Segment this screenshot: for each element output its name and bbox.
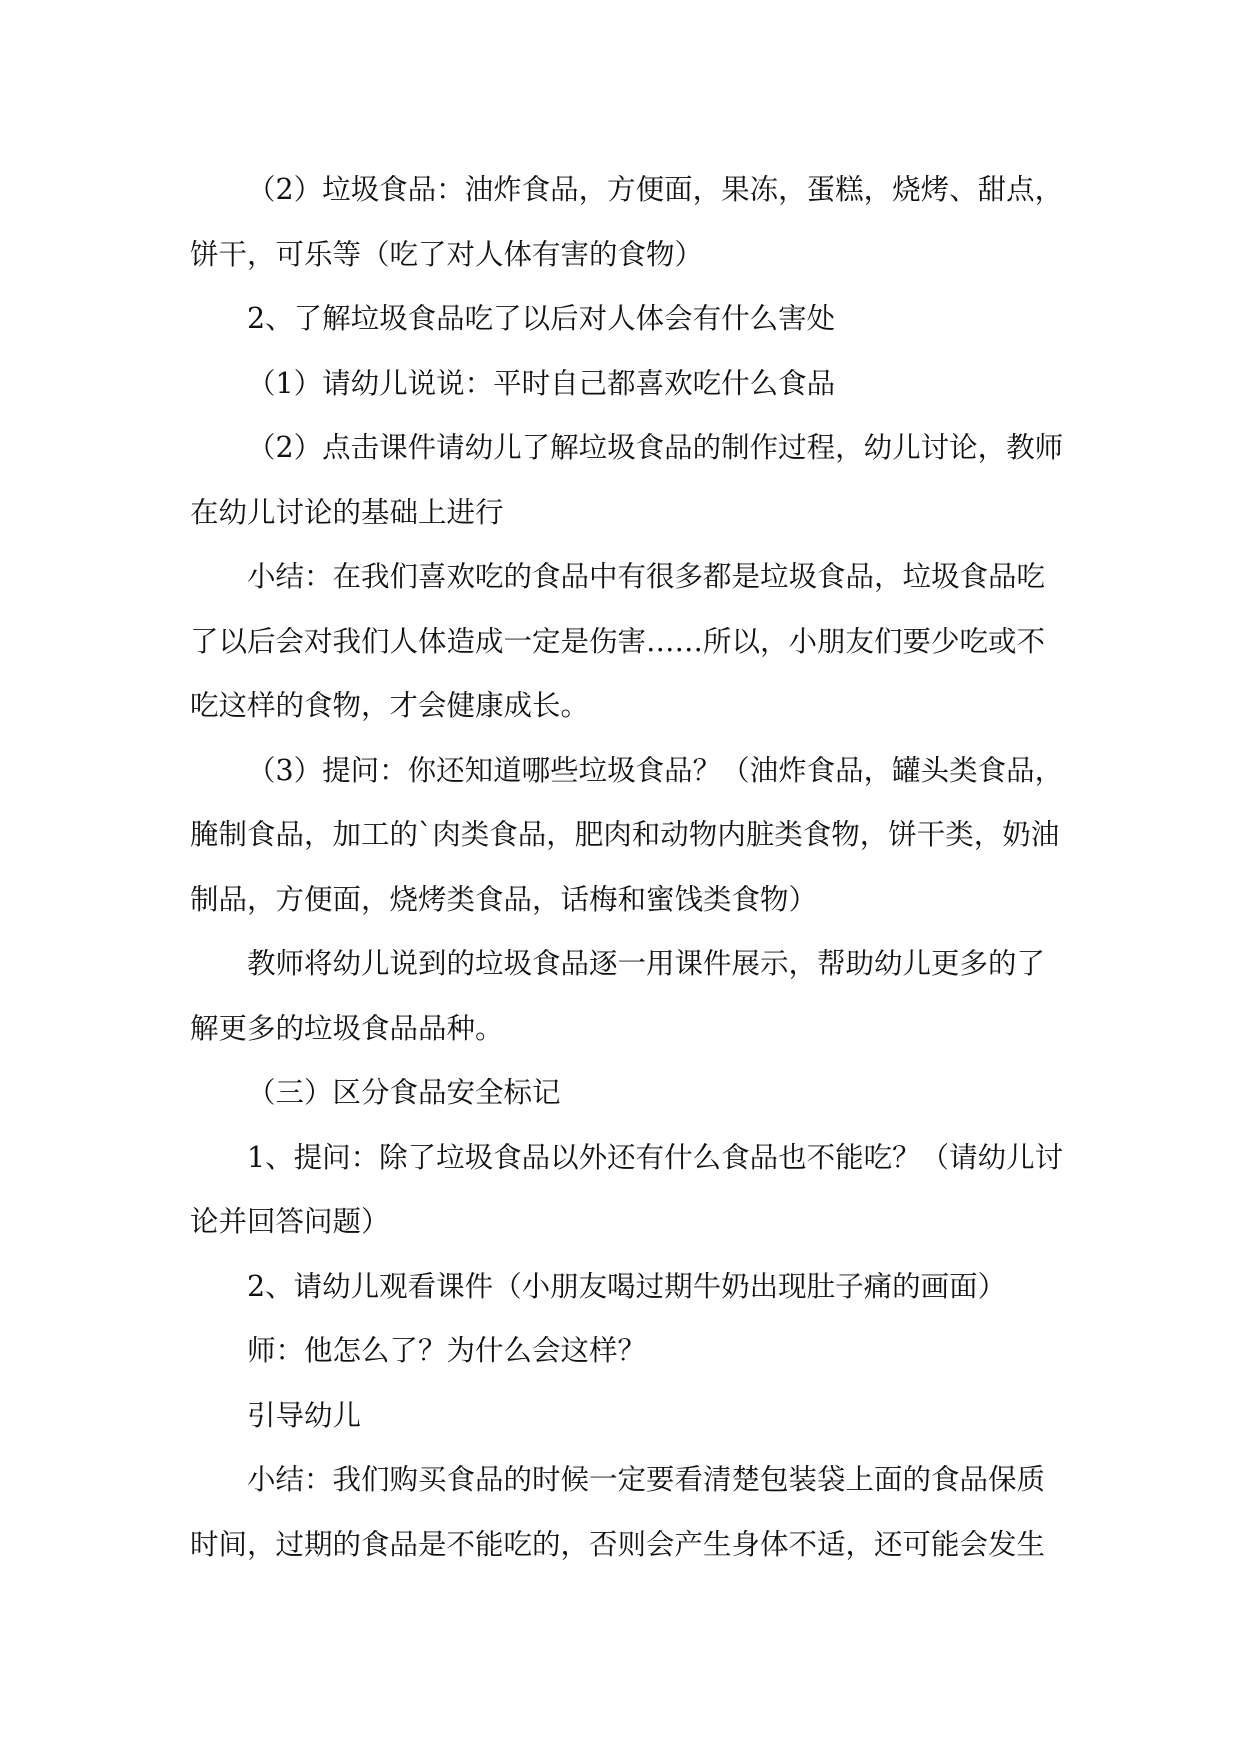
paragraph-ask-children: （1）请幼儿说说：平时自己都喜欢吃什么食品 (247, 366, 836, 400)
paragraph-question-list: （3）提问：你还知道哪些垃圾食品？（油炸食品，罐头类食品，腌制食品，加工的`肉类食品，肥肉和动物内脏类食物，饼干类，奶油制品，方便面，烧烤类食品，话梅和蜜饯类食物） (190, 753, 1064, 916)
paragraph-harm-heading: 2、了解垃圾食品吃了以后对人体会有什么害处 (247, 302, 836, 335)
paragraph-teacher-question: 师：他怎么了？为什么会这样？ (247, 1334, 647, 1367)
paragraph-guide-children: 引导幼儿 (247, 1398, 362, 1432)
paragraph-question-other-food: 1、提问：除了垃圾食品以外还有什么食品也不能吃？（请幼儿讨论并回答问题） (190, 1140, 1064, 1238)
paragraph-teacher-display: 教师将幼儿说到的垃圾食品逐一用课件展示，帮助幼儿更多的了解更多的垃圾食品品种。 (190, 947, 1046, 1045)
paragraph-summary-2: 小结：我们购买食品的时候一定要看清楚包装袋上面的食品保质时间，过期的食品是不能吃的，否则会产生身体不适，还可能会发生 (190, 1463, 1046, 1561)
paragraph-summary-1: 小结：在我们喜欢吃的食品中有很多都是垃圾食品，垃圾食品吃了以后会对我们人体造成一定是伤害……所以，小朋友们要少吃或不吃这样的食物，才会健康成长。 (190, 560, 1046, 722)
paragraph-courseware-process: （2）点击课件请幼儿了解垃圾食品的制作过程，幼儿讨论，教师在幼儿讨论的基础上进行 (190, 431, 1064, 529)
document-body (190, 158, 1070, 1577)
section-heading-safety-marks: （三）区分食品安全标记 (247, 1076, 561, 1109)
paragraph-watch-courseware: 2、请幼儿观看课件（小朋友喝过期牛奶出现肚子痛的画面） (247, 1269, 1007, 1303)
paragraph-junk-food-list: （2）垃圾食品：油炸食品，方便面，果冻，蛋糕，烧烤、甜点，饼干，可乐等（吃了对人体有害的食物） (190, 173, 1064, 271)
